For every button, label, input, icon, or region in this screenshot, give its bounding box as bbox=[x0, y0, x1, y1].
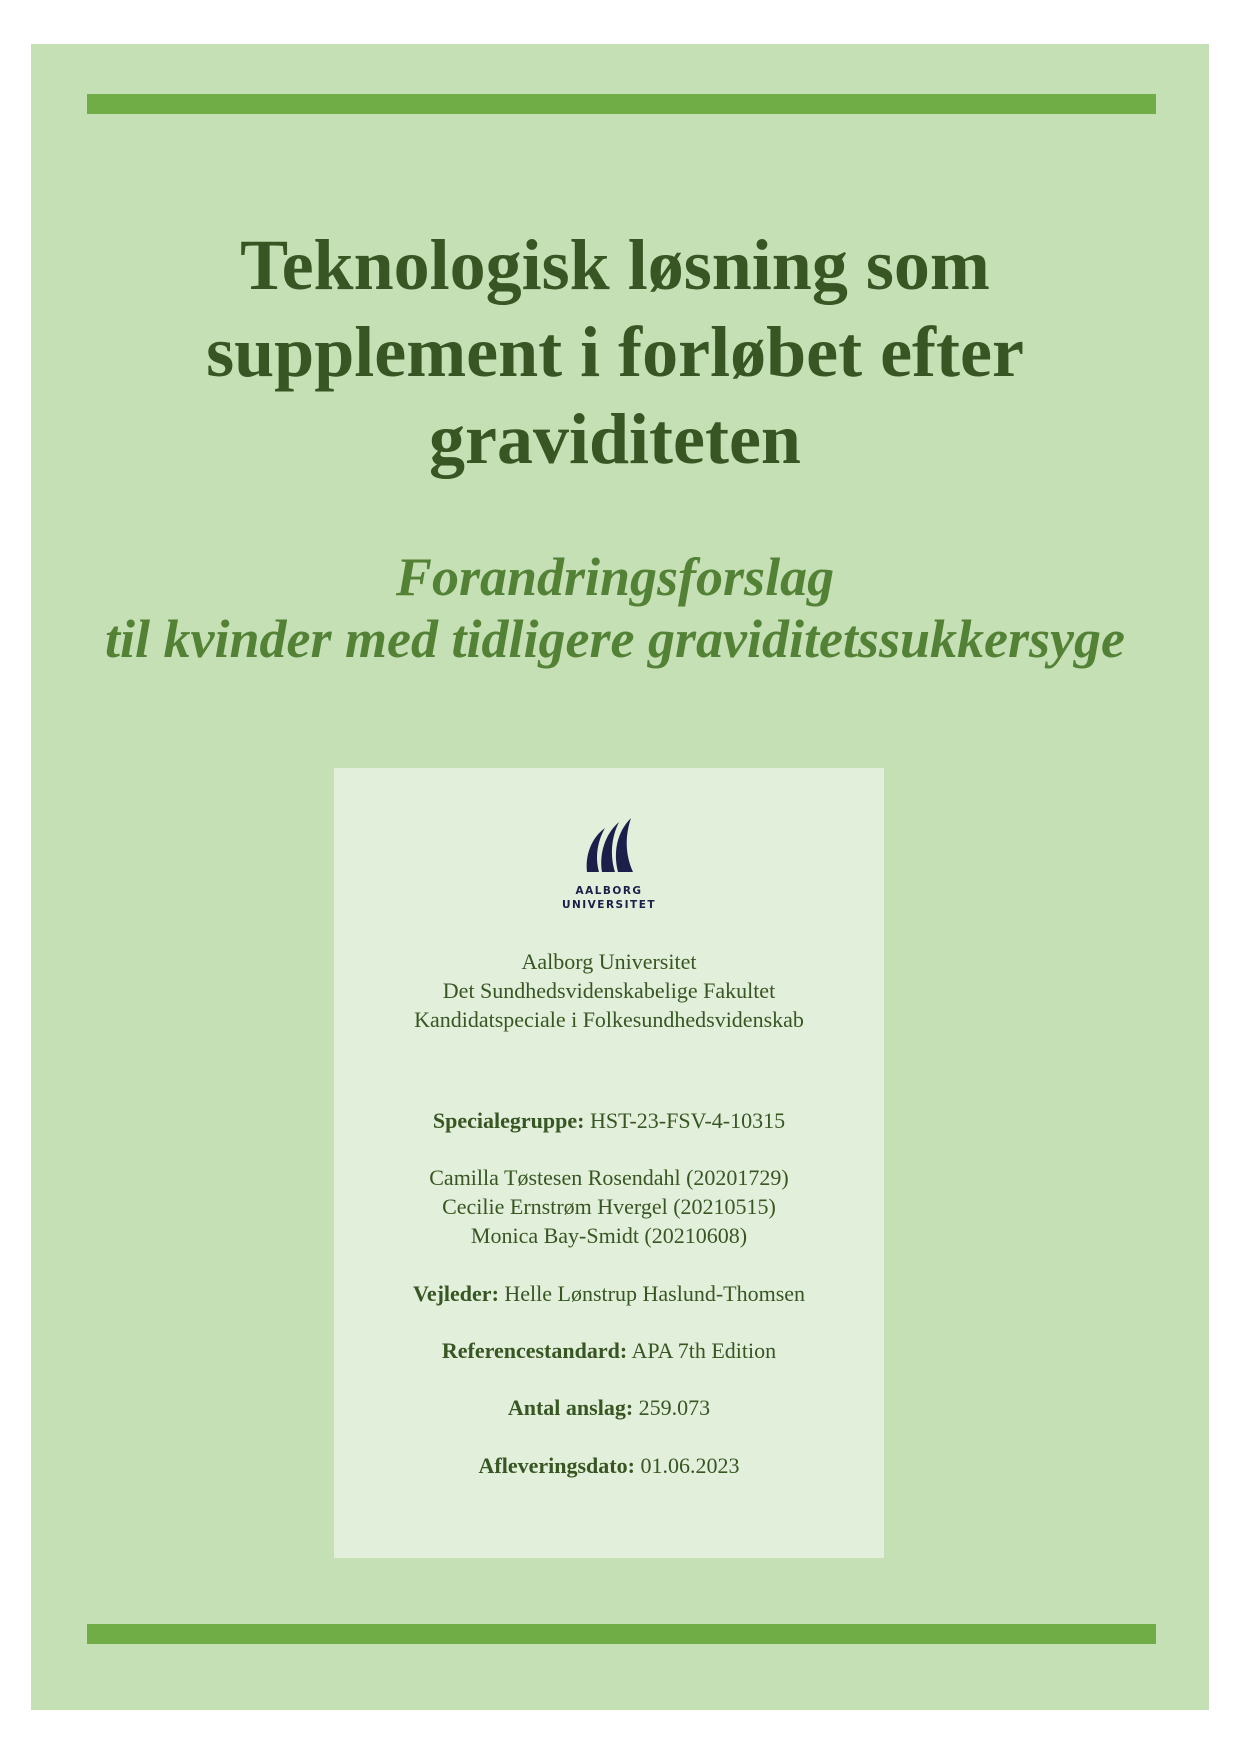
top-rule bbox=[87, 94, 1156, 114]
author: Monica Bay-Smidt (20210608) bbox=[470, 1223, 748, 1248]
university-name: Aalborg Universitet bbox=[521, 949, 697, 974]
logo-wordmark bbox=[548, 884, 670, 912]
reference-value: APA 7th Edition bbox=[631, 1338, 777, 1363]
document-title bbox=[80, 222, 1150, 483]
submission-date-value: 01.06.2023 bbox=[640, 1453, 740, 1478]
university-logo bbox=[548, 816, 670, 916]
advisor-field bbox=[334, 1279, 884, 1308]
title-line: Teknologisk løsning som bbox=[240, 225, 990, 305]
bottom-rule bbox=[87, 1624, 1156, 1644]
character-count-value: 259.073 bbox=[638, 1395, 711, 1420]
group-label: Specialegruppe: bbox=[432, 1108, 585, 1133]
author-list bbox=[334, 1163, 884, 1250]
character-count-field bbox=[334, 1393, 884, 1422]
advisor-value: Helle Lønstrup Haslund-Thomsen bbox=[504, 1281, 806, 1306]
subtitle-main: Forandringsforslag bbox=[395, 547, 835, 607]
reference-field bbox=[334, 1336, 884, 1365]
subtitle-sub: til kvinder med tidligere graviditetssukkersyge bbox=[105, 609, 1125, 669]
title-line: graviditeten bbox=[429, 399, 801, 479]
document-subtitle bbox=[40, 546, 1190, 670]
submission-date-label: Afleveringsdato: bbox=[478, 1453, 635, 1478]
submission-date-field bbox=[334, 1451, 884, 1480]
reference-label: Referencestandard: bbox=[441, 1338, 628, 1363]
program-name: Kandidatspeciale i Folkesundhedsvidenskab bbox=[414, 1007, 804, 1032]
info-box bbox=[334, 768, 884, 1558]
aau-logo-icon bbox=[583, 816, 635, 876]
logo-line: AALBORG bbox=[575, 885, 643, 897]
logo-line: UNIVERSITET bbox=[561, 899, 657, 911]
faculty-name: Det Sundhedsvidenskabelige Fakultet bbox=[442, 978, 776, 1003]
author: Camilla Tøstesen Rosendahl (20201729) bbox=[429, 1165, 789, 1190]
advisor-label: Vejleder: bbox=[412, 1281, 499, 1306]
title-line: supplement i forløbet efter bbox=[206, 312, 1024, 392]
author: Cecilie Ernstrøm Hvergel (20210515) bbox=[442, 1194, 776, 1219]
group-field bbox=[334, 1106, 884, 1135]
group-value: HST-23-FSV-4-10315 bbox=[589, 1108, 786, 1133]
character-count-label: Antal anslag: bbox=[507, 1395, 634, 1420]
institution-block bbox=[334, 947, 884, 1034]
